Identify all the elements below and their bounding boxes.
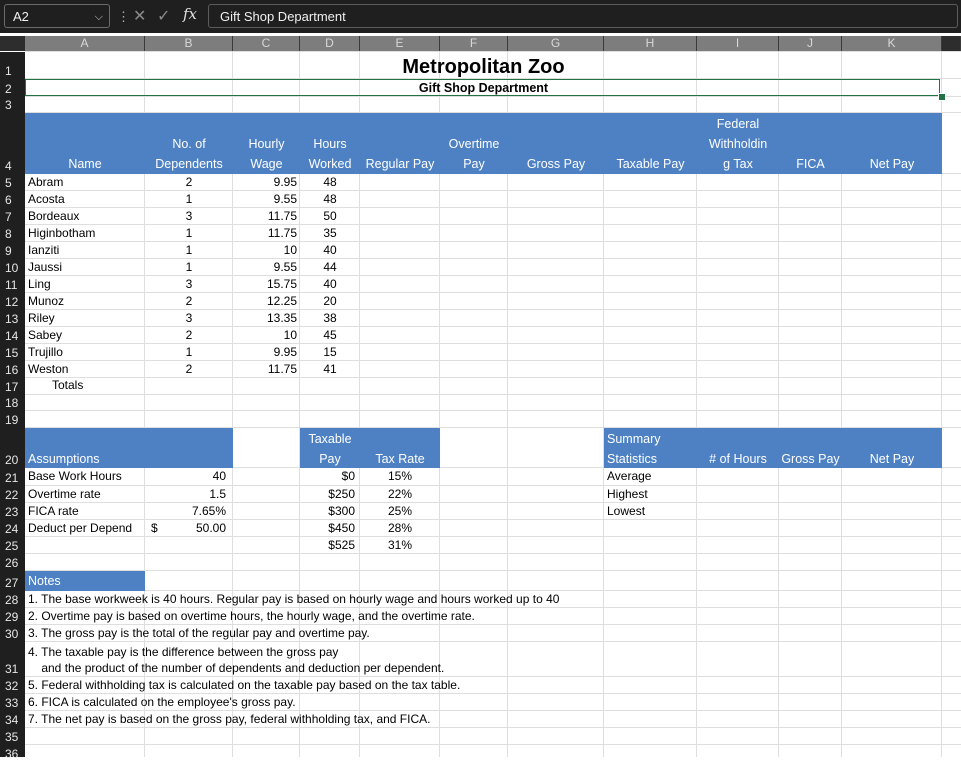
tax-header-pay-1: Taxable [308,432,352,446]
employee-dependents[interactable]: 1 [185,243,193,257]
tax-header-rate: Tax Rate [375,452,425,466]
grid-row-line [25,224,961,225]
employee-name[interactable]: Riley [28,311,55,325]
tax-rate[interactable]: 28% [387,521,413,535]
row-header-14[interactable]: 14 [5,329,19,343]
name-box[interactable] [4,4,110,28]
header-overtime-2: Pay [463,157,485,171]
employee-dependents[interactable]: 3 [185,277,193,291]
row-header-11[interactable]: 11 [5,278,18,292]
column-header-a[interactable]: A [25,36,145,51]
employee-name[interactable]: Jaussi [28,260,63,274]
tax-pay[interactable]: $0 [341,469,355,483]
employee-wage[interactable]: 13.35 [266,311,297,325]
employee-name[interactable]: Higinbotham [28,226,96,240]
assumption-value[interactable]: 1.5 [209,487,226,501]
chevron-down-icon[interactable]: ⌵ [94,11,103,23]
employee-name[interactable]: Abram [28,175,64,189]
row-header-15[interactable]: 15 [5,346,19,360]
note-line[interactable]: 2. Overtime pay is based on overtime hours, the hourly wage, and the overtime rate. [28,609,475,623]
sheet-title: Metropolitan Zoo [402,56,565,78]
employee-wage[interactable]: 9.95 [273,345,297,359]
grid-row-line [25,190,961,191]
employee-name[interactable]: Ianziti [28,243,60,257]
column-header-h[interactable]: H [604,36,697,51]
row-header-bar [0,52,25,761]
employee-hours[interactable]: 48 [323,175,337,189]
grid-row-line [25,693,961,694]
summary-header-hours: # of Hours [709,452,767,466]
employee-wage[interactable]: 11.75 [267,362,297,376]
row-header-5[interactable]: 5 [5,176,12,190]
row-header-34[interactable]: 34 [5,713,19,727]
grid-row-line [25,275,961,276]
row-header-12[interactable]: 12 [5,295,19,309]
employee-wage[interactable]: 9.55 [273,260,297,274]
employee-name[interactable]: Weston [28,362,69,376]
note-line[interactable]: 6. FICA is calculated on the employee's gross pay. [28,695,296,709]
tax-rate[interactable]: 31% [387,538,413,552]
row-header-25[interactable]: 25 [5,539,19,553]
employee-dependents[interactable]: 2 [185,294,193,308]
employee-name[interactable]: Bordeaux [28,209,80,223]
grid-row-line [25,676,961,677]
grid-row-line [25,241,961,242]
row-header-16[interactable]: 16 [5,363,19,377]
grid-row-line [25,485,961,486]
row-header-3[interactable]: 3 [5,98,12,112]
row-header-30[interactable]: 30 [5,627,19,641]
name-box-value: A2 [13,9,29,24]
header-net-pay: Net Pay [869,157,915,171]
tax-rate[interactable]: 25% [387,504,413,518]
column-header-d[interactable]: D [300,36,360,51]
grid-row-line [25,641,961,642]
employee-wage[interactable]: 12.25 [266,294,297,308]
summary-header-gross: Gross Pay [781,452,840,466]
tax-pay[interactable]: $525 [328,538,355,552]
note-line[interactable]: 1. The base workweek is 40 hours. Regular pay is based on hourly wage and hours worked up to 40 [28,592,560,606]
column-header-j[interactable]: J [779,36,842,51]
employee-dependents[interactable]: 2 [185,328,193,342]
grid-row-line [25,727,961,728]
more-options-icon[interactable]: ⋮ [117,9,130,24]
column-header-e[interactable]: E [360,36,440,51]
employee-dependents[interactable]: 3 [185,311,193,325]
employee-wage[interactable]: 9.95 [273,175,297,189]
row-header-18[interactable]: 18 [5,396,19,410]
employee-hours[interactable]: 15 [323,345,337,359]
employee-hours[interactable]: 44 [323,260,337,274]
summary-header-1: Summary [607,432,661,446]
header-hours-1: Hours [313,137,347,151]
assumption-value[interactable]: 40 [212,469,226,483]
row-header-33[interactable]: 33 [5,696,19,710]
assumption-value[interactable]: 50.00 [195,521,226,535]
employee-hours[interactable]: 48 [323,192,337,206]
header-dependents-1: No. of [172,137,206,151]
row-header-1[interactable]: 1 [5,64,12,78]
sheet-subtitle: Gift Shop Department [418,81,549,95]
employee-dependents[interactable]: 2 [185,362,193,376]
row-header-4[interactable]: 4 [5,159,12,173]
grid-row-line [25,590,961,591]
employee-wage[interactable]: 10 [283,328,297,342]
grid-row-line [25,343,961,344]
summary-header-net: Net Pay [869,452,915,466]
employee-dependents[interactable]: 3 [185,209,193,223]
row-header-13[interactable]: 13 [5,312,19,326]
header-fed-1: Federal [716,117,760,131]
totals-label: Totals [52,378,84,392]
employee-wage[interactable]: 10 [283,243,297,257]
header-overtime-1: Overtime [448,137,500,151]
header-fed-3: g Tax [723,157,753,171]
row-header-36[interactable]: 36 [5,747,19,761]
grid-row-line [25,377,961,378]
summary-label[interactable]: Highest [607,487,648,501]
employee-hours[interactable]: 35 [323,226,337,240]
employee-wage[interactable]: 11.75 [267,226,297,240]
employee-dependents[interactable]: 1 [185,226,193,240]
assumptions-header: Assumptions [28,452,100,466]
grid-row-line [25,292,961,293]
grid-row-line [25,360,961,361]
grid-row-line [25,624,961,625]
row-header-10[interactable]: 10 [5,261,19,275]
column-header-k[interactable]: K [842,36,942,51]
formula-bar [0,0,961,33]
row-header-19[interactable]: 19 [5,413,19,427]
grid-row-line [25,309,961,310]
grid-row-line [25,570,961,571]
grid-row-line [25,96,961,97]
grid-row-line [25,536,961,537]
assumption-label[interactable]: Deduct per Depend [28,521,133,535]
grid-row-line [25,607,961,608]
employee-name[interactable]: Acosta [28,192,65,206]
header-fed-2: Withholdin [708,137,768,151]
row-header-20[interactable]: 20 [5,453,19,467]
column-header-blank [942,36,961,51]
assumption-label[interactable]: Base Work Hours [28,469,122,483]
header-fica: FICA [796,157,825,171]
grid-row-line [25,502,961,503]
header-gross-pay: Gross Pay [526,157,586,171]
grid-row-line [25,744,961,745]
header-taxable-pay: Taxable Pay [616,157,685,171]
grid-row-line [25,326,961,327]
row-header-28[interactable]: 28 [5,593,19,607]
assumption-currency: $ [151,521,158,535]
note-line[interactable]: 3. The gross pay is the total of the regular pay and overtime pay. [28,626,370,640]
note-line[interactable]: 4. The taxable pay is the difference between the gross pay [28,645,339,659]
header-dependents-2: Dependents [155,157,223,171]
tax-rate[interactable]: 15% [387,469,413,483]
employee-name[interactable]: Munoz [28,294,65,308]
header-name: Name [68,157,102,171]
assumption-value[interactable]: 7.65% [191,504,226,518]
employee-wage[interactable]: 11.75 [267,209,297,223]
employee-hours[interactable]: 40 [323,243,337,257]
grid-row-line [25,410,961,411]
grid-row-line [25,394,961,395]
header-wage-1: Hourly [248,137,285,151]
employee-name[interactable]: Ling [28,277,51,291]
summary-header-2: Statistics [607,452,658,466]
note-line[interactable]: 7. The net pay is based on the gross pay, federal withholding tax, and FICA. [28,712,431,726]
column-header-g[interactable]: G [508,36,604,51]
summary-label[interactable]: Average [607,469,652,483]
employee-dependents[interactable]: 1 [185,345,193,359]
tax-rate[interactable]: 22% [387,487,413,501]
row-header-29[interactable]: 29 [5,610,19,624]
row-header-26[interactable]: 26 [5,556,19,570]
employee-hours[interactable]: 45 [323,328,337,342]
row-header-23[interactable]: 23 [5,505,19,519]
column-header-c[interactable]: C [233,36,300,51]
header-regular-pay: Regular Pay [365,157,435,171]
row-header-24[interactable]: 24 [5,522,19,536]
grid-row-line [25,258,961,259]
row-header-2[interactable]: 2 [5,82,12,96]
employee-name[interactable]: Trujillo [28,345,63,359]
column-header-bar [0,36,961,51]
assumption-label[interactable]: FICA rate [28,504,79,518]
row-header-8[interactable]: 8 [5,227,12,241]
employee-hours[interactable]: 41 [323,362,337,376]
row-header-17[interactable]: 17 [5,380,19,394]
employee-name[interactable]: Sabey [28,328,63,342]
row-header-21[interactable]: 21 [5,471,19,485]
row-header-27[interactable]: 27 [5,576,19,590]
note-line[interactable]: and the product of the number of dependents and deduction per dependent. [28,661,445,675]
summary-label[interactable]: Lowest [607,504,646,518]
row-header-31[interactable]: 31 [5,662,19,676]
employee-hours[interactable]: 50 [323,209,337,223]
row-header-6[interactable]: 6 [5,193,12,207]
tax-header-pay-2: Pay [319,452,341,466]
function-icon[interactable]: fx [183,5,198,23]
employee-dependents[interactable]: 2 [185,175,193,189]
note-line[interactable]: 5. Federal withholding tax is calculated on the taxable pay based on the tax table. [28,678,461,692]
grid-row-line [25,519,961,520]
tax-pay[interactable]: $450 [328,521,355,535]
employee-dependents[interactable]: 1 [185,260,193,274]
enter-icon[interactable]: ✓ [157,8,171,25]
employee-wage[interactable]: 9.55 [273,192,297,206]
header-hours-2: Worked [308,157,352,171]
grid-row-line [25,51,961,52]
formula-input[interactable]: Gift Shop Department [208,4,958,28]
employee-dependents[interactable]: 1 [185,192,193,206]
column-header-i[interactable]: I [697,36,779,51]
row-header-22[interactable]: 22 [5,488,19,502]
column-header-f[interactable]: F [440,36,508,51]
grid-row-line [25,207,961,208]
cancel-icon[interactable]: ✕ [133,8,147,25]
employee-hours[interactable]: 38 [323,311,337,325]
employee-wage[interactable]: 15.75 [266,277,297,291]
assumption-label[interactable]: Overtime rate [28,487,101,501]
row-header-32[interactable]: 32 [5,679,19,693]
grid-row-line [25,553,961,554]
employee-hours[interactable]: 40 [323,277,337,291]
tax-pay[interactable]: $300 [328,504,355,518]
notes-header: Notes [28,574,61,588]
grid-row-line [25,710,961,711]
header-wage-2: Wage [250,157,283,171]
column-header-b[interactable]: B [145,36,233,51]
row-header-7[interactable]: 7 [5,210,12,224]
employee-hours[interactable]: 20 [323,294,337,308]
row-header-35[interactable]: 35 [5,730,19,744]
row-header-9[interactable]: 9 [5,244,12,258]
tax-pay[interactable]: $250 [328,487,355,501]
